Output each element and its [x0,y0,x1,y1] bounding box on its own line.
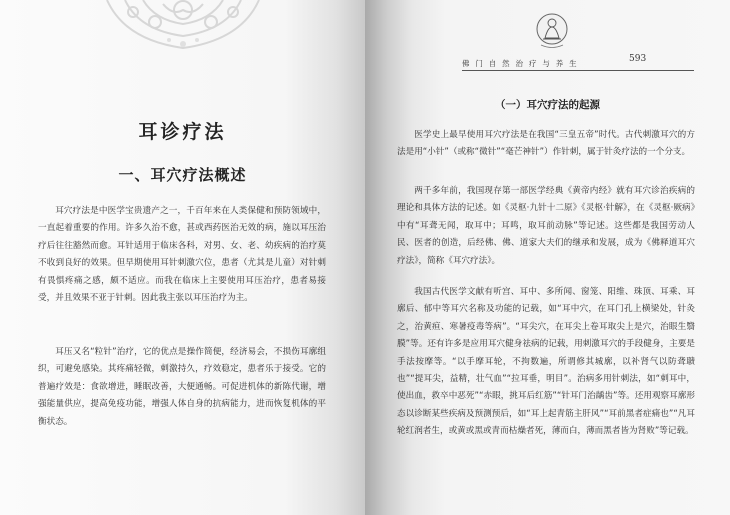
body-paragraph: 两千多年前，我国现存第一部医学经典《黄帝内经》就有耳穴诊治疾病的理论和具体方法的记述。如《灵枢·九针十二原》《灵枢·针解》，在《灵枢·厥病》中有“耳聋无闻，取耳中；耳鸣，取耳前动脉”等记述。这些都是我国劳动人民、医者的创造，后经佛、佛、道家大夫们的继承和发展，成为《佛释道耳穴疗法》，简称《耳穴疗法》。 [397,186,695,266]
right-page [365,0,730,515]
page-number: 593 [629,54,647,64]
body-paragraph: 医学史上最早使用耳穴疗法是在我国“三皇五帝”时代。古代刺激耳穴的方法是用“小针”（或称“微针”“毫芒神针”）作针刺，属于针灸疗法的一个分支。 [397,130,695,158]
body-paragraph: 耳压又名“粒针”治疗，它的优点是操作简便，经济易会，不损伤耳廓组织，可避免感染。其疼痛轻微，刺激持久，疗效稳定，患者乐于接受。它的普遍疗效是：食欲增进，睡眠改善，大便通畅。可促进机体的新陈代谢，增强能量供应，提高免疫功能，增强人体自身的抗病能力，进而恢复机体的平衡状态。 [38,347,326,427]
floral-ornament [103,0,263,52]
buddha-logo-icon [535,12,569,52]
header-rule [462,70,694,71]
body-paragraph: 我国古代医学文献有听宫、耳中、多所闻、窗笼、阳维、珠顶、耳乘、耳廓后、郁中等耳穴名称及功能的记载，如“耳中穴，在耳门孔上横梁处，针灸之，治黄疸、寒暑疫毒等病”。“耳尖穴，在耳尖上卷耳取尖上是穴，治眼生翳膜”等。还有许多是应用耳穴健身祛病的记载，用刺激耳穴的手段健身，主要是手法按摩等。“以手摩耳轮，不拘数遍，所谓修其城廓，以补肾气以防聋聩也”“提耳尖，益精，壮气血”“拉耳垂，明目”。治病多用针刺法，如“刺耳中，使出血，救卒中恶死”“赤眼，挑耳后红筋”“针耳门治龋齿”等。还用观察耳廓形态以诊断某些疾病及预测预后，如“耳上起青筋主肝风”“耳前黑者症痛也”“凡耳轮红润者生，或黄或黑或青而枯燥者死，薄而白，薄而黑者皆为肾败”等记载。 [397,287,695,437]
subsection-title: （一）耳穴疗法的起源 [495,99,600,111]
body-paragraph: 耳穴疗法是中医学宝贵遗产之一，千百年来在人类保健和预防领域中，一直起着重要的作用。许多久治不愈，甚或西药医治无效的病，施以耳压治疗后往往豁然而愈。耳针适用于临床各科，对男、女、老、幼疾病的治疗莫不收到良好的效果。但早期使用耳针刺激穴位，患者（尤其是儿童）对针刺有畏惧疼痛之感，颇不适应。而我在临床上主要使用耳压治疗，患者易接受，并且效果不亚于针刺。因此我主张以耳压治疗为主。 [38,206,326,304]
section-title: 一、耳穴疗法概述 [118,166,247,184]
chapter-title: 耳诊疗法 [138,121,227,143]
running-header: 佛门自然治疗与养生 [462,59,583,68]
